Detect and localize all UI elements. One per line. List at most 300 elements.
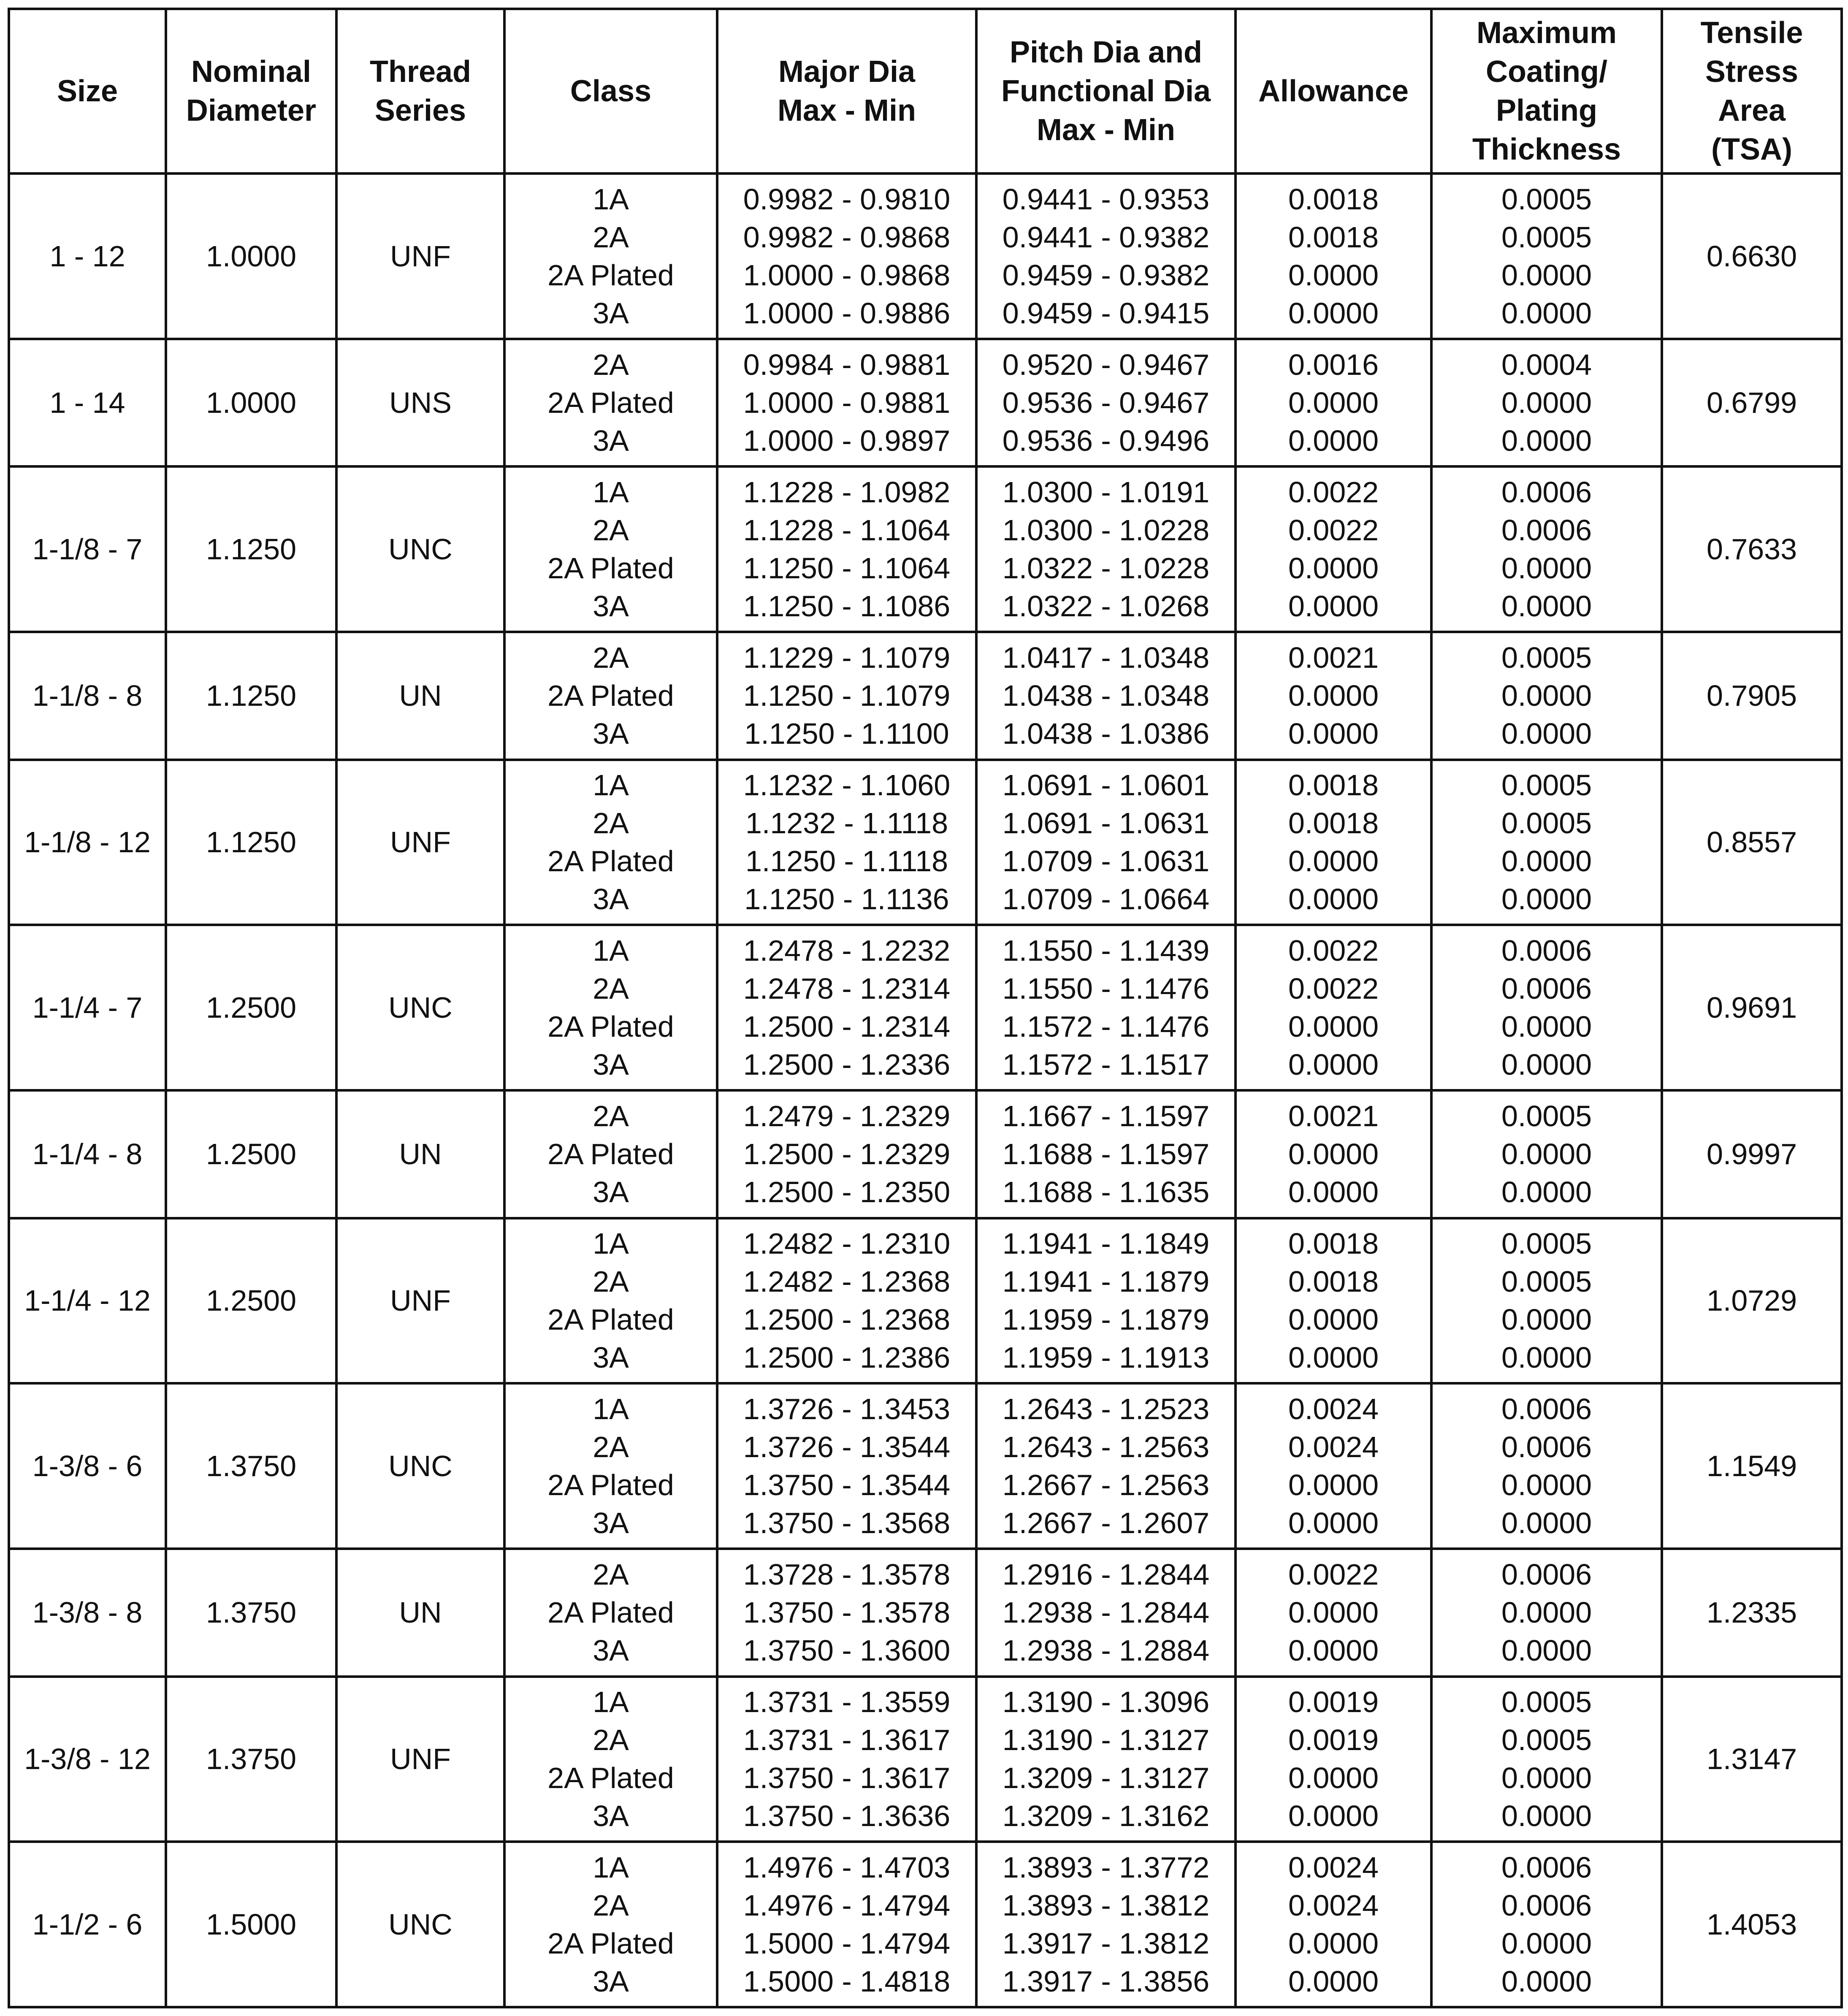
allowance-cell-value: 0.0022: [1288, 972, 1379, 1005]
major-dia-cell-value: 1.2478 - 1.2232: [743, 934, 951, 967]
class-cell-value: 2A: [593, 1431, 629, 1464]
tensile-stress-area-cell: 0.9997: [1662, 1090, 1842, 1218]
coating-cell-value: 0.0005: [1501, 220, 1592, 254]
allowance-cell-value: 0.0000: [1288, 1048, 1379, 1081]
table-header: [9, 9, 1842, 173]
allowance-cell-value: 0.0024: [1288, 1851, 1379, 1884]
class-cell-value: 2A Plated: [547, 679, 674, 713]
column-header-text: Diameter: [186, 94, 317, 127]
pitch-dia-cell: [976, 1383, 1236, 1549]
pitch-dia-cell-value: 0.9536 - 0.9467: [1002, 386, 1210, 419]
coating-cell-value: 0.0000: [1501, 679, 1592, 713]
allowance-cell-value: 0.0000: [1288, 1761, 1379, 1795]
pitch-dia-cell-value: 1.3209 - 1.3127: [1002, 1761, 1210, 1795]
major-dia-cell-value: 1.0000 - 0.9886: [743, 296, 951, 330]
pitch-dia-cell-value: 1.3893 - 1.3812: [1002, 1889, 1210, 1922]
thread-series-cell: UNF: [336, 760, 504, 925]
major-dia-cell-value: 1.0000 - 0.9897: [743, 424, 951, 457]
pitch-dia-cell-value: 1.3917 - 1.3812: [1002, 1927, 1210, 1960]
major-dia-cell-value: 1.1250 - 1.1118: [745, 845, 948, 878]
thread-series-cell: UNC: [336, 925, 504, 1090]
thread-series-cell: UNC: [336, 466, 504, 632]
allowance-cell: [1236, 1842, 1431, 2007]
class-cell-value: 2A: [593, 1723, 629, 1757]
allowance-cell: [1236, 173, 1431, 339]
allowance-cell-value: 0.0024: [1288, 1393, 1379, 1426]
pitch-dia-cell-value: 1.3190 - 1.3127: [1002, 1723, 1210, 1757]
class-cell-value: 3A: [593, 1799, 629, 1833]
major-dia-cell-value: 1.3728 - 1.3578: [743, 1558, 951, 1591]
major-dia-cell-value: 1.2500 - 1.2336: [743, 1048, 951, 1081]
pitch-dia-cell-value: 0.9520 - 0.9467: [1002, 348, 1210, 381]
allowance-cell: [1236, 925, 1431, 1090]
class-cell-value: 2A: [593, 1889, 629, 1922]
pitch-dia-cell-value: 1.0322 - 1.0228: [1002, 552, 1210, 585]
major-dia-cell-value: 1.4976 - 1.4703: [743, 1851, 951, 1884]
coating-cell-value: 0.0000: [1501, 1761, 1592, 1795]
major-dia-cell-value: 1.1250 - 1.1136: [744, 883, 949, 916]
class-cell-value: 3A: [593, 296, 629, 330]
pitch-dia-cell-value: 1.0438 - 1.0348: [1002, 679, 1210, 713]
pitch-dia-cell-value: 1.2938 - 1.2844: [1002, 1596, 1210, 1629]
column-header-text: Max - Min: [777, 94, 916, 127]
table-body: [9, 173, 1842, 2007]
table-row: [9, 1549, 1842, 1677]
table-row: [9, 1383, 1842, 1549]
allowance-cell-value: 0.0000: [1288, 1596, 1379, 1629]
column-header-major-dia: [717, 9, 976, 173]
major-dia-cell-value: 1.2478 - 1.2314: [743, 972, 951, 1005]
pitch-dia-cell: [976, 1218, 1236, 1384]
allowance-cell-value: 0.0000: [1288, 1176, 1379, 1209]
major-dia-cell-value: 1.3750 - 1.3544: [743, 1469, 951, 1502]
pitch-dia-cell-value: 1.2938 - 1.2884: [1002, 1634, 1210, 1667]
major-dia-cell-value: 1.5000 - 1.4818: [743, 1965, 951, 1998]
pitch-dia-cell-value: 1.0691 - 1.0601: [1002, 769, 1210, 802]
coating-cell-value: 0.0000: [1501, 883, 1592, 916]
pitch-dia-cell: [976, 760, 1236, 925]
allowance-cell-value: 0.0019: [1288, 1723, 1379, 1757]
coating-cell-value: 0.0000: [1501, 1596, 1592, 1629]
nominal-diameter-cell: 1.3750: [166, 1383, 336, 1549]
coating-cell-value: 0.0005: [1501, 182, 1592, 216]
size-cell: 1-1/4 - 7: [9, 925, 166, 1090]
major-dia-cell-value: 1.3731 - 1.3559: [743, 1685, 951, 1719]
column-header-text: Size: [57, 74, 118, 108]
pitch-dia-cell-value: 1.1550 - 1.1439: [1002, 934, 1210, 967]
class-cell-value: 3A: [593, 1965, 629, 1998]
size-cell: 1-3/8 - 12: [9, 1677, 166, 1842]
coating-cell-value: 0.0000: [1501, 1965, 1592, 1998]
thread-series-cell: UN: [336, 1090, 504, 1218]
allowance-cell-value: 0.0016: [1288, 348, 1379, 381]
class-cell-value: 3A: [593, 1507, 629, 1540]
allowance-cell-value: 0.0022: [1288, 934, 1379, 967]
major-dia-cell-value: 1.2482 - 1.2368: [743, 1265, 951, 1298]
major-dia-cell: [717, 173, 976, 339]
pitch-dia-cell: [976, 173, 1236, 339]
allowance-cell: [1236, 632, 1431, 760]
tensile-stress-area-cell: 1.0729: [1662, 1218, 1842, 1384]
allowance-cell-value: 0.0000: [1288, 1799, 1379, 1833]
coating-cell: [1431, 339, 1662, 467]
major-dia-cell-value: 1.1250 - 1.1079: [743, 679, 951, 713]
coating-cell-value: 0.0005: [1501, 1227, 1592, 1260]
major-dia-cell: [717, 1549, 976, 1677]
coating-cell: [1431, 1677, 1662, 1842]
nominal-diameter-cell: 1.0000: [166, 339, 336, 467]
column-header-text: Stress: [1705, 55, 1799, 89]
coating-cell: [1431, 1383, 1662, 1549]
coating-cell: [1431, 925, 1662, 1090]
column-header-text: Area: [1718, 94, 1786, 127]
pitch-dia-cell-value: 1.2667 - 1.2607: [1002, 1507, 1210, 1540]
pitch-dia-cell-value: 1.1688 - 1.1635: [1002, 1176, 1210, 1209]
nominal-diameter-cell: 1.2500: [166, 1090, 336, 1218]
allowance-cell-value: 0.0000: [1288, 552, 1379, 585]
tensile-stress-area-cell: 1.1549: [1662, 1383, 1842, 1549]
nominal-diameter-cell: 1.2500: [166, 925, 336, 1090]
major-dia-cell-value: 1.1232 - 1.1118: [745, 807, 948, 840]
pitch-dia-cell: [976, 1677, 1236, 1842]
class-cell: [504, 632, 717, 760]
major-dia-cell-value: 1.3726 - 1.3453: [743, 1393, 951, 1426]
coating-cell: [1431, 1218, 1662, 1384]
class-cell-value: 1A: [593, 1393, 629, 1426]
coating-cell-value: 0.0005: [1501, 769, 1592, 802]
allowance-cell-value: 0.0000: [1288, 1927, 1379, 1960]
coating-cell: [1431, 1090, 1662, 1218]
major-dia-cell-value: 1.0000 - 0.9868: [743, 258, 951, 292]
class-cell-value: 2A Plated: [547, 1596, 674, 1629]
column-header-text: Max - Min: [1036, 113, 1175, 147]
allowance-cell: [1236, 760, 1431, 925]
class-cell-value: 1A: [593, 182, 629, 216]
pitch-dia-cell-value: 1.0300 - 1.0228: [1002, 514, 1210, 547]
nominal-diameter-cell: 1.1250: [166, 466, 336, 632]
thread-specification-table: [8, 8, 1843, 2008]
class-cell-value: 2A Plated: [547, 1761, 674, 1795]
coating-cell-value: 0.0006: [1501, 1558, 1592, 1591]
class-cell-value: 1A: [593, 934, 629, 967]
class-cell-value: 2A: [593, 1265, 629, 1298]
class-cell: [504, 1218, 717, 1384]
coating-cell-value: 0.0006: [1501, 1889, 1592, 1922]
column-header-thread-series: [336, 9, 504, 173]
class-cell-value: 3A: [593, 717, 629, 751]
major-dia-cell-value: 1.2500 - 1.2314: [743, 1010, 951, 1043]
pitch-dia-cell-value: 1.0709 - 1.0664: [1002, 883, 1210, 916]
column-header-text: (TSA): [1711, 133, 1792, 166]
class-cell: [504, 1677, 717, 1842]
tensile-stress-area-cell: 1.2335: [1662, 1549, 1842, 1677]
allowance-cell-value: 0.0018: [1288, 1227, 1379, 1260]
coating-cell-value: 0.0000: [1501, 1799, 1592, 1833]
allowance-cell-value: 0.0022: [1288, 476, 1379, 509]
column-header-text: Pitch Dia and: [1009, 35, 1203, 69]
pitch-dia-cell-value: 1.1959 - 1.1913: [1002, 1341, 1210, 1374]
size-cell: 1-3/8 - 6: [9, 1383, 166, 1549]
allowance-cell-value: 0.0000: [1288, 296, 1379, 330]
coating-cell-value: 0.0006: [1501, 476, 1592, 509]
column-header-text: Nominal: [191, 55, 312, 89]
class-cell: [504, 925, 717, 1090]
allowance-cell-value: 0.0018: [1288, 1265, 1379, 1298]
major-dia-cell-value: 1.5000 - 1.4794: [743, 1927, 951, 1960]
allowance-cell-value: 0.0000: [1288, 1303, 1379, 1336]
pitch-dia-cell-value: 1.0322 - 1.0268: [1002, 590, 1210, 623]
pitch-dia-cell-value: 1.1572 - 1.1476: [1002, 1010, 1210, 1043]
pitch-dia-cell-value: 0.9459 - 0.9415: [1002, 296, 1210, 330]
pitch-dia-cell: [976, 925, 1236, 1090]
column-header-text: Series: [374, 94, 466, 127]
thread-series-cell: UNF: [336, 1218, 504, 1384]
column-header-text: Tensile: [1700, 16, 1803, 50]
coating-cell-value: 0.0004: [1501, 348, 1592, 381]
size-cell: 1-3/8 - 8: [9, 1549, 166, 1677]
allowance-cell: [1236, 1549, 1431, 1677]
coating-cell-value: 0.0006: [1501, 1393, 1592, 1426]
tensile-stress-area-cell: 0.7905: [1662, 632, 1842, 760]
pitch-dia-cell-value: 1.1550 - 1.1476: [1002, 972, 1210, 1005]
column-header-text: Thickness: [1472, 133, 1621, 166]
nominal-diameter-cell: 1.3750: [166, 1677, 336, 1842]
coating-cell-value: 0.0000: [1501, 1341, 1592, 1374]
coating-cell-value: 0.0000: [1501, 717, 1592, 751]
class-cell: [504, 1549, 717, 1677]
class-cell-value: 2A Plated: [547, 1303, 674, 1336]
column-header-text: Thread: [369, 55, 471, 89]
size-cell: 1-1/4 - 8: [9, 1090, 166, 1218]
coating-cell: [1431, 760, 1662, 925]
major-dia-cell: [717, 1842, 976, 2007]
class-cell-value: 3A: [593, 1048, 629, 1081]
column-header-tensile-stress-area: [1662, 9, 1842, 173]
pitch-dia-cell-value: 1.2667 - 1.2563: [1002, 1469, 1210, 1502]
thread-series-cell: UNF: [336, 173, 504, 339]
allowance-cell-value: 0.0024: [1288, 1431, 1379, 1464]
size-cell: 1 - 12: [9, 173, 166, 339]
class-cell-value: 1A: [593, 1227, 629, 1260]
table-row: [9, 1090, 1842, 1218]
column-header-class: [504, 9, 717, 173]
class-cell: [504, 1383, 717, 1549]
pitch-dia-cell: [976, 1842, 1236, 2007]
nominal-diameter-cell: 1.5000: [166, 1842, 336, 2007]
coating-cell-value: 0.0000: [1501, 1176, 1592, 1209]
major-dia-cell-value: 0.9984 - 0.9881: [743, 348, 951, 381]
major-dia-cell: [717, 466, 976, 632]
column-header-text: Allowance: [1258, 74, 1409, 108]
major-dia-cell-value: 1.0000 - 0.9881: [743, 386, 951, 419]
major-dia-cell: [717, 1677, 976, 1842]
allowance-cell-value: 0.0000: [1288, 386, 1379, 419]
coating-cell-value: 0.0006: [1501, 934, 1592, 967]
column-header-allowance: [1236, 9, 1431, 173]
major-dia-cell: [717, 632, 976, 760]
major-dia-cell-value: 1.3750 - 1.3568: [743, 1507, 951, 1540]
major-dia-cell-value: 1.2482 - 1.2310: [743, 1227, 951, 1260]
column-header-text: Class: [570, 74, 652, 108]
coating-cell-value: 0.0006: [1501, 1851, 1592, 1884]
pitch-dia-cell-value: 0.9441 - 0.9353: [1002, 182, 1210, 216]
major-dia-cell-value: 1.1228 - 1.1064: [743, 514, 951, 547]
class-cell-value: 2A: [593, 220, 629, 254]
class-cell-value: 2A Plated: [547, 1927, 674, 1960]
allowance-cell-value: 0.0000: [1288, 1341, 1379, 1374]
coating-cell-value: 0.0000: [1501, 424, 1592, 457]
pitch-dia-cell-value: 0.9441 - 0.9382: [1002, 220, 1210, 254]
nominal-diameter-cell: 1.2500: [166, 1218, 336, 1384]
class-cell-value: 2A Plated: [547, 1010, 674, 1043]
allowance-cell-value: 0.0000: [1288, 1965, 1379, 1998]
major-dia-cell-value: 0.9982 - 0.9810: [743, 182, 951, 216]
column-header-text: Coating/: [1486, 55, 1607, 89]
table-row: [9, 339, 1842, 467]
major-dia-cell-value: 1.1250 - 1.1100: [744, 717, 949, 751]
allowance-cell-value: 0.0000: [1288, 717, 1379, 751]
pitch-dia-cell-value: 1.0417 - 1.0348: [1002, 641, 1210, 675]
major-dia-cell-value: 1.3750 - 1.3578: [743, 1596, 951, 1629]
size-cell: 1-1/4 - 12: [9, 1218, 166, 1384]
nominal-diameter-cell: 1.3750: [166, 1549, 336, 1677]
class-cell-value: 3A: [593, 883, 629, 916]
pitch-dia-cell-value: 1.1667 - 1.1597: [1002, 1100, 1210, 1133]
allowance-cell-value: 0.0019: [1288, 1685, 1379, 1719]
thread-series-cell: UN: [336, 1549, 504, 1677]
thread-series-cell: UNF: [336, 1677, 504, 1842]
coating-cell-value: 0.0000: [1501, 1010, 1592, 1043]
allowance-cell: [1236, 1677, 1431, 1842]
major-dia-cell: [717, 1218, 976, 1384]
allowance-cell-value: 0.0021: [1288, 1100, 1379, 1133]
table-row: [9, 1677, 1842, 1842]
nominal-diameter-cell: 1.0000: [166, 173, 336, 339]
column-header-pitch-dia: [976, 9, 1236, 173]
major-dia-cell-value: 1.2500 - 1.2368: [743, 1303, 951, 1336]
coating-cell: [1431, 173, 1662, 339]
table-row: [9, 466, 1842, 632]
pitch-dia-cell-value: 1.1572 - 1.1517: [1002, 1048, 1210, 1081]
coating-cell: [1431, 1549, 1662, 1677]
class-cell: [504, 760, 717, 925]
allowance-cell-value: 0.0000: [1288, 1507, 1379, 1540]
class-cell: [504, 1090, 717, 1218]
allowance-cell-value: 0.0000: [1288, 1469, 1379, 1502]
coating-cell-value: 0.0005: [1501, 641, 1592, 675]
pitch-dia-cell-value: 1.3190 - 1.3096: [1002, 1685, 1210, 1719]
allowance-cell-value: 0.0018: [1288, 769, 1379, 802]
major-dia-cell-value: 1.3750 - 1.3617: [743, 1761, 951, 1795]
tensile-stress-area-cell: 0.6799: [1662, 339, 1842, 467]
coating-cell-value: 0.0000: [1501, 1507, 1592, 1540]
pitch-dia-cell-value: 1.3209 - 1.3162: [1002, 1799, 1210, 1833]
header-row: [9, 9, 1842, 173]
major-dia-cell-value: 1.1228 - 1.0982: [743, 476, 951, 509]
pitch-dia-cell-value: 0.9459 - 0.9382: [1002, 258, 1210, 292]
major-dia-cell-value: 1.2500 - 1.2386: [743, 1341, 951, 1374]
allowance-cell: [1236, 1383, 1431, 1549]
allowance-cell-value: 0.0022: [1288, 1558, 1379, 1591]
allowance-cell-value: 0.0000: [1288, 845, 1379, 878]
class-cell-value: 2A: [593, 348, 629, 381]
pitch-dia-cell: [976, 466, 1236, 632]
pitch-dia-cell-value: 0.9536 - 0.9496: [1002, 424, 1210, 457]
pitch-dia-cell-value: 1.0438 - 1.0386: [1002, 717, 1210, 751]
size-cell: 1-1/8 - 12: [9, 760, 166, 925]
class-cell-value: 2A Plated: [547, 258, 674, 292]
coating-cell-value: 0.0005: [1501, 807, 1592, 840]
column-header-text: Plating: [1496, 94, 1597, 127]
class-cell-value: 1A: [593, 476, 629, 509]
allowance-cell-value: 0.0000: [1288, 258, 1379, 292]
class-cell-value: 2A: [593, 972, 629, 1005]
allowance-cell-value: 0.0000: [1288, 424, 1379, 457]
class-cell-value: 2A Plated: [547, 1469, 674, 1502]
allowance-cell-value: 0.0021: [1288, 641, 1379, 675]
pitch-dia-cell-value: 1.0691 - 1.0631: [1002, 807, 1210, 840]
coating-cell: [1431, 1842, 1662, 2007]
coating-cell-value: 0.0000: [1501, 1927, 1592, 1960]
major-dia-cell-value: 1.2500 - 1.2329: [743, 1138, 951, 1171]
pitch-dia-cell-value: 1.1941 - 1.1849: [1002, 1227, 1210, 1260]
major-dia-cell-value: 1.2479 - 1.2329: [743, 1100, 951, 1133]
nominal-diameter-cell: 1.1250: [166, 632, 336, 760]
class-cell-value: 1A: [593, 1685, 629, 1719]
coating-cell-value: 0.0005: [1501, 1100, 1592, 1133]
major-dia-cell-value: 1.3750 - 1.3636: [743, 1799, 951, 1833]
allowance-cell-value: 0.0000: [1288, 679, 1379, 713]
pitch-dia-cell: [976, 632, 1236, 760]
class-cell-value: 2A: [593, 1558, 629, 1591]
thread-series-cell: UNS: [336, 339, 504, 467]
pitch-dia-cell: [976, 1549, 1236, 1677]
pitch-dia-cell-value: 1.3917 - 1.3856: [1002, 1965, 1210, 1998]
table-row: [9, 1218, 1842, 1384]
allowance-cell: [1236, 1090, 1431, 1218]
class-cell-value: 2A: [593, 1100, 629, 1133]
class-cell-value: 3A: [593, 424, 629, 457]
class-cell-value: 1A: [593, 769, 629, 802]
major-dia-cell-value: 0.9982 - 0.9868: [743, 220, 951, 254]
major-dia-cell-value: 1.1250 - 1.1086: [743, 590, 951, 623]
major-dia-cell-value: 1.1250 - 1.1064: [743, 552, 951, 585]
pitch-dia-cell-value: 1.2643 - 1.2523: [1002, 1393, 1210, 1426]
allowance-cell-value: 0.0000: [1288, 883, 1379, 916]
pitch-dia-cell-value: 1.3893 - 1.3772: [1002, 1851, 1210, 1884]
class-cell-value: 3A: [593, 1341, 629, 1374]
column-header-text: Major Dia: [778, 55, 916, 89]
major-dia-cell: [717, 1090, 976, 1218]
major-dia-cell-value: 1.3750 - 1.3600: [743, 1634, 951, 1667]
major-dia-cell: [717, 1383, 976, 1549]
pitch-dia-cell: [976, 339, 1236, 467]
allowance-cell: [1236, 339, 1431, 467]
class-cell-value: 2A: [593, 514, 629, 547]
allowance-cell-value: 0.0000: [1288, 1010, 1379, 1043]
major-dia-cell-value: 1.3726 - 1.3544: [743, 1431, 951, 1464]
pitch-dia-cell-value: 1.0300 - 1.0191: [1002, 476, 1210, 509]
coating-cell-value: 0.0000: [1501, 552, 1592, 585]
allowance-cell-value: 0.0018: [1288, 807, 1379, 840]
class-cell: [504, 1842, 717, 2007]
coating-cell-value: 0.0000: [1501, 296, 1592, 330]
tensile-stress-area-cell: 0.6630: [1662, 173, 1842, 339]
column-header-text: Functional Dia: [1001, 74, 1211, 108]
coating-cell-value: 0.0000: [1501, 386, 1592, 419]
tensile-stress-area-cell: 0.8557: [1662, 760, 1842, 925]
coating-cell: [1431, 466, 1662, 632]
